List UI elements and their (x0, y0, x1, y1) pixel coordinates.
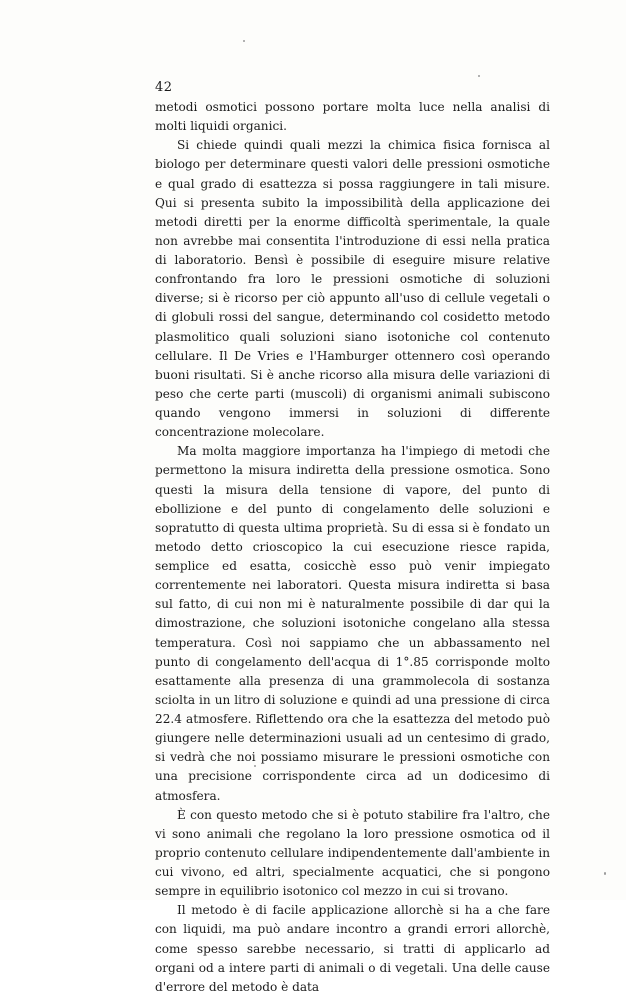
paragraph-1: metodi osmotici possono portare molta luce nella analisi di molti liquidi organici. (155, 100, 550, 134)
paragraph-2: Si chiede quindi quali mezzi la chimica fisica fornisca al biologo per determinare questi valori delle pressioni osmotiche e qual grado di esattezza si possa raggiungere in tali misure. Qui si presenta subito la impossibilità della applicazione dei metodi diretti per la enorme difficoltà sperimentale, la quale non avrebbe mai consentita l'introduzione di essi nella pratica di laboratorio. Bensì è possibile di eseguire misure relative confrontando fra loro le pressioni osmotiche di soluzioni diverse; si è ricorso per ciò appunto all'uso di cellule vegetali o di globuli rossi del sangue, determinando col cosidetto metodo plasmolitico quali soluzioni siano isotoniche col contenuto cellulare. Il De Vries e l'Hamburger ottennero così operando buoni risultati. Si è anche ricorso alla misura delle variazioni di peso che certe parti (muscoli) di organismi animali subiscono quando vengono immersi in soluzioni di differente concentrazione molecolare. (155, 138, 550, 440)
scan-speck (254, 765, 256, 767)
body-text (155, 98, 550, 997)
page-number: 42 (155, 80, 173, 95)
scan-speck (478, 75, 480, 77)
paragraph-5: Il metodo è di facile applicazione allorchè si ha a che fare con liquidi, ma può andare incontro a grandi errori allorchè, come spesso sarebbe necessario, si tratti di applicarlo ad organi od a intere parti di animali o di vegetali. Una delle cause d'errore del metodo è data (155, 903, 550, 994)
scan-speck (243, 40, 245, 42)
scan-speck (604, 872, 606, 875)
paragraph-3: Ma molta maggiore importanza ha l'impiego di metodi che permettono la misura indiretta della pressione osmotica. Sono questi la misura della tensione di vapore, del punto di ebollizione e del punto di congelamento delle soluzioni e sopratutto di questa ultima proprietà. Su di essa si è fondato un metodo detto crioscopico la cui esecuzione riesce rapida, semplice ed esatta, cosicchè esso può venir impiegato correntemente nei laboratori. Questa misura indiretta si basa sul fatto, di cui non mi è naturalmente possibile di dar qui la dimostrazione, che soluzioni isotoniche congelano alla stessa temperatura. Così noi sappiamo che un abbassamento nel punto di congelamento dell'acqua di 1°.85 corrisponde molto esattamente alla presenza di una grammolecola di sostanza sciolta in un litro di soluzione e quindi ad una pressione di circa 22.4 atmosfere. Riflettendo ora che la esattezza del metodo può giungere nelle determinazioni usuali ad un centesimo di grado, si vedrà che noi possiamo misurare le pressioni osmotiche con una precisione corrispondente circa ad un dodicesimo di atmosfera. (155, 444, 550, 803)
paragraph-4: È con questo metodo che si è potuto stabilire fra l'altro, che vi sono animali che regolano la loro pressione osmotica od il proprio contenuto cellulare indipendentemente dall'ambiente in cui vivono, ed altri, specialmente acquatici, che si pongono sempre in equilibrio isotonico col mezzo in cui si trovano. (155, 807, 550, 899)
